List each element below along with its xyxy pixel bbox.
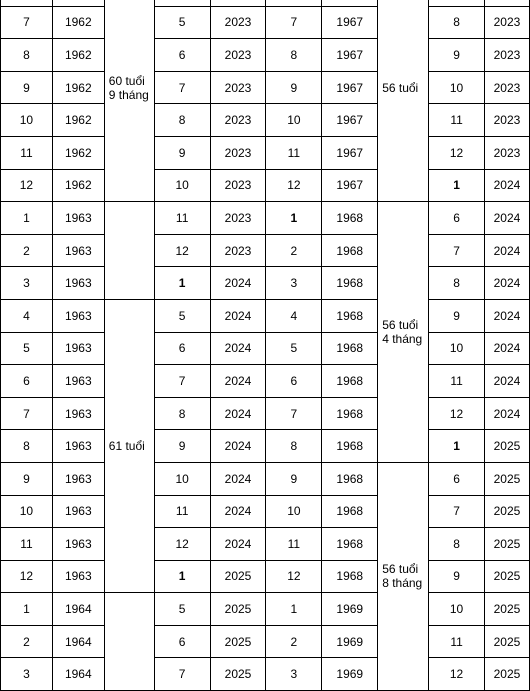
retire-month-cell: 10 [154, 462, 210, 495]
retire-month-cell: 6 [154, 332, 210, 365]
table-row [1, 234, 530, 267]
birth-month-cell: 9 [1, 462, 53, 495]
retire-month-cell: 11 [154, 495, 210, 528]
retire-month-cell: 5 [154, 299, 210, 332]
retire-year-cell: 2025 [484, 462, 529, 495]
retirement-age-cell [378, 202, 429, 463]
retire-month-cell: 11 [429, 365, 485, 398]
retire-year-cell: 2023 [210, 136, 266, 169]
retire-year-cell: 2023 [210, 202, 266, 235]
birth-month-cell: 7 [1, 397, 53, 430]
table-row [1, 6, 530, 39]
retire-month-cell: 6 [429, 202, 485, 235]
birth-month-cell: 2 [266, 234, 322, 267]
birth-month-cell: 11 [1, 136, 53, 169]
retire-year-cell: 2025 [484, 430, 529, 463]
birth-year-cell: 1964 [52, 593, 104, 626]
birth-year-cell: 1963 [52, 495, 104, 528]
birth-month-cell: 11 [266, 528, 322, 561]
retire-month-cell: 8 [154, 397, 210, 430]
birth-month-cell: 9 [266, 71, 322, 104]
retirement-age-cell [378, 462, 429, 690]
birth-year-cell: 1969 [322, 625, 378, 658]
retire-year-cell: 2023 [484, 104, 529, 137]
retire-year-cell: 2024 [484, 234, 529, 267]
retire-year-cell: 2023 [210, 104, 266, 137]
retire-year-cell: 2024 [484, 299, 529, 332]
table-row [1, 299, 530, 332]
birth-month-cell: 4 [266, 299, 322, 332]
retire-month-cell: 10 [154, 169, 210, 202]
birth-month-cell: 10 [266, 104, 322, 137]
birth-year-cell: 1963 [52, 397, 104, 430]
birth-year-cell: 1968 [322, 267, 378, 300]
birth-month-cell: 8 [266, 39, 322, 72]
retire-month-cell: 8 [429, 267, 485, 300]
retire-year-cell: 2025 [484, 658, 529, 691]
retire-month-cell: 7 [429, 234, 485, 267]
retire-month-cell: 1 [429, 169, 485, 202]
retire-month-cell: 10 [429, 332, 485, 365]
table-body [1, 0, 530, 691]
birth-month-cell: 7 [266, 6, 322, 39]
retire-month-cell: 11 [154, 202, 210, 235]
retirement-age-cell [104, 0, 154, 202]
retire-year-cell: 2024 [484, 332, 529, 365]
birth-year-cell: 1968 [322, 495, 378, 528]
retire-year-cell: 2023 [210, 6, 266, 39]
birth-year-cell: 1964 [52, 658, 104, 691]
birth-year-cell: 1969 [322, 658, 378, 691]
table-row [1, 104, 530, 137]
birth-year-cell: 1962 [52, 39, 104, 72]
birth-month-cell: 2 [266, 625, 322, 658]
table-row [1, 625, 530, 658]
retirement-age-label: 56 tuổi 8 tháng [382, 562, 423, 591]
birth-month-cell: 8 [1, 430, 53, 463]
retire-month-cell: 8 [429, 6, 485, 39]
retire-month-cell: 12 [154, 528, 210, 561]
birth-month-cell: 5 [266, 332, 322, 365]
birth-month-cell: 1 [266, 593, 322, 626]
birth-year-cell: 1968 [322, 397, 378, 430]
table-row [1, 397, 530, 430]
birth-month-cell: 6 [266, 365, 322, 398]
birth-year-cell: 1962 [52, 136, 104, 169]
retire-year-cell: 2024 [210, 299, 266, 332]
retirement-age-label: 61 tuổi [108, 439, 145, 454]
retire-month-cell: 6 [154, 625, 210, 658]
birth-month-cell: 3 [266, 658, 322, 691]
birth-month-cell: 9 [1, 71, 53, 104]
birth-month-cell: 5 [1, 332, 53, 365]
retire-year-cell: 2024 [484, 267, 529, 300]
retire-month-cell: 1 [429, 430, 485, 463]
retire-year-cell: 2024 [210, 332, 266, 365]
birth-year-cell: 1968 [322, 299, 378, 332]
table-row [1, 169, 530, 202]
birth-month-cell: 3 [1, 267, 53, 300]
birth-year-cell: 1963 [52, 462, 104, 495]
birth-month-cell: 3 [1, 658, 53, 691]
retire-month-cell: 8 [154, 104, 210, 137]
retirement-age-cell [104, 593, 154, 691]
table-row [1, 332, 530, 365]
retire-year-cell: 2024 [210, 462, 266, 495]
table-row [1, 71, 530, 104]
retire-month-cell: 7 [154, 71, 210, 104]
birth-year-cell: 1962 [52, 6, 104, 39]
retire-year-cell: 2025 [484, 560, 529, 593]
retire-month-cell: 10 [429, 593, 485, 626]
birth-month-cell: 7 [1, 6, 53, 39]
birth-month-cell: 12 [266, 560, 322, 593]
retire-year-cell: 2024 [484, 397, 529, 430]
birth-year-cell: 1968 [322, 365, 378, 398]
birth-year-cell: 1963 [52, 528, 104, 561]
table-row [1, 39, 530, 72]
retire-year-cell: 2024 [484, 169, 529, 202]
retirement-age-cell [104, 299, 154, 592]
birth-year-cell: 1968 [322, 528, 378, 561]
retire-month-cell: 9 [429, 299, 485, 332]
birth-month-cell: 3 [266, 267, 322, 300]
retire-year-cell: 2023 [484, 136, 529, 169]
birth-month-cell: 12 [1, 560, 53, 593]
retire-month-cell: 12 [429, 397, 485, 430]
retire-year-cell: 2025 [210, 560, 266, 593]
birth-month-cell: 11 [266, 136, 322, 169]
birth-year-cell: 1963 [52, 299, 104, 332]
retire-month-cell: 8 [429, 528, 485, 561]
birth-year-cell: 1967 [322, 169, 378, 202]
birth-month-cell: 12 [266, 169, 322, 202]
retirement-age-cell [378, 0, 429, 202]
birth-year-cell: 1968 [322, 430, 378, 463]
birth-month-cell: 2 [1, 234, 53, 267]
birth-month-cell: 11 [1, 528, 53, 561]
birth-year-cell: 1967 [322, 39, 378, 72]
birth-year-cell: 1969 [322, 593, 378, 626]
retirement-age-cell [104, 202, 154, 300]
birth-month-cell: 1 [266, 202, 322, 235]
birth-year-cell: 1967 [322, 136, 378, 169]
retire-year-cell: 2025 [484, 495, 529, 528]
birth-year-cell: 1967 [322, 6, 378, 39]
birth-month-cell: 10 [266, 495, 322, 528]
birth-year-cell: 1968 [322, 560, 378, 593]
retire-year-cell: 2023 [210, 39, 266, 72]
birth-year-cell: 1964 [52, 625, 104, 658]
birth-year-cell: 1963 [52, 365, 104, 398]
retire-year-cell: 2025 [484, 593, 529, 626]
birth-year-cell: 1962 [52, 71, 104, 104]
birth-year-cell: 1967 [322, 71, 378, 104]
birth-month-cell: 12 [1, 169, 53, 202]
table-row [1, 267, 530, 300]
retire-month-cell: 9 [154, 136, 210, 169]
retire-month-cell: 11 [429, 625, 485, 658]
retire-month-cell: 12 [429, 658, 485, 691]
retirement-age-label: 56 tuổi 4 tháng [382, 318, 423, 347]
birth-month-cell: 7 [266, 397, 322, 430]
birth-month-cell: 10 [1, 104, 53, 137]
birth-month-cell: 8 [1, 39, 53, 72]
table-row [1, 430, 530, 463]
table-row [1, 528, 530, 561]
birth-month-cell: 8 [266, 430, 322, 463]
retire-month-cell: 10 [429, 71, 485, 104]
retirement-age-label: 56 tuổi [382, 80, 419, 95]
retire-month-cell: 12 [154, 234, 210, 267]
retire-year-cell: 2025 [210, 625, 266, 658]
retire-year-cell: 2024 [484, 365, 529, 398]
retire-month-cell: 11 [429, 104, 485, 137]
retire-month-cell: 7 [429, 495, 485, 528]
retire-year-cell: 2023 [210, 234, 266, 267]
birth-month-cell: 1 [1, 593, 53, 626]
birth-year-cell: 1963 [52, 332, 104, 365]
retire-month-cell: 9 [429, 39, 485, 72]
birth-month-cell: 6 [1, 365, 53, 398]
table-row [1, 495, 530, 528]
birth-month-cell: 10 [1, 495, 53, 528]
birth-year-cell: 1968 [322, 202, 378, 235]
retire-year-cell: 2024 [484, 202, 529, 235]
retire-month-cell: 12 [429, 136, 485, 169]
retire-year-cell: 2025 [210, 658, 266, 691]
retire-month-cell: 1 [154, 560, 210, 593]
retire-year-cell: 2023 [210, 169, 266, 202]
retire-month-cell: 6 [429, 462, 485, 495]
retirement-age-label: 60 tuổi 9 tháng [108, 73, 149, 102]
table-row [1, 593, 530, 626]
retire-year-cell: 2024 [210, 430, 266, 463]
retire-year-cell: 2025 [210, 593, 266, 626]
table-row [1, 202, 530, 235]
retire-year-cell: 2025 [484, 625, 529, 658]
table-row [1, 365, 530, 398]
retire-year-cell: 2024 [210, 397, 266, 430]
retire-month-cell: 9 [429, 560, 485, 593]
retire-year-cell: 2023 [210, 71, 266, 104]
retire-year-cell: 2023 [484, 39, 529, 72]
retire-month-cell: 5 [154, 6, 210, 39]
retire-year-cell: 2024 [210, 528, 266, 561]
birth-year-cell: 1963 [52, 202, 104, 235]
table-row [1, 560, 530, 593]
birth-month-cell: 9 [266, 462, 322, 495]
birth-year-cell: 1963 [52, 267, 104, 300]
birth-year-cell: 1968 [322, 462, 378, 495]
retire-year-cell: 2024 [210, 267, 266, 300]
retire-month-cell: 7 [154, 365, 210, 398]
birth-year-cell: 1967 [322, 104, 378, 137]
retire-year-cell: 2023 [484, 71, 529, 104]
birth-year-cell: 1962 [52, 104, 104, 137]
retire-month-cell: 6 [154, 39, 210, 72]
table-row [1, 136, 530, 169]
birth-year-cell: 1963 [52, 234, 104, 267]
table-row [1, 462, 530, 495]
birth-month-cell: 1 [1, 202, 53, 235]
birth-month-cell: 4 [1, 299, 53, 332]
retire-month-cell: 7 [154, 658, 210, 691]
retire-year-cell: 2023 [484, 6, 529, 39]
birth-year-cell: 1968 [322, 234, 378, 267]
retire-year-cell: 2024 [210, 495, 266, 528]
retire-year-cell: 2024 [210, 365, 266, 398]
birth-month-cell: 2 [1, 625, 53, 658]
birth-year-cell: 1962 [52, 169, 104, 202]
birth-year-cell: 1968 [322, 332, 378, 365]
retire-month-cell: 9 [154, 430, 210, 463]
birth-year-cell: 1963 [52, 560, 104, 593]
retire-year-cell: 2025 [484, 528, 529, 561]
retire-month-cell: 1 [154, 267, 210, 300]
retire-month-cell: 5 [154, 593, 210, 626]
birth-year-cell: 1963 [52, 430, 104, 463]
